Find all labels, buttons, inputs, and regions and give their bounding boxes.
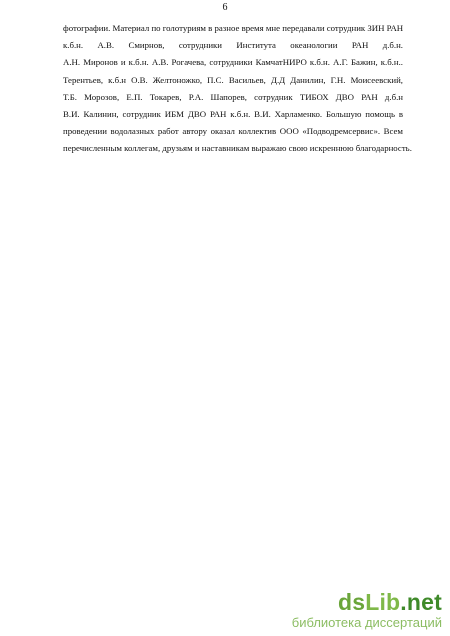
body-paragraph — [63, 20, 412, 158]
text-line: к.б.н. А.В. Смирнов, сотрудники Института океанологии РАН д.б.н. — [63, 40, 403, 51]
text-line: А.Н. Миронов и к.б.н. А.В. Рогачева, сотрудники КамчатНИРО к.б.н. А.Г. Бажин, к.б.н.. — [63, 57, 403, 68]
logo-ds: ds — [337, 589, 366, 615]
dslib-watermark — [292, 590, 442, 630]
text-line: Т.Б. Морозов, Е.П. Токарев, Р.А. Шапорев, сотрудник ТИБОХ ДВО РАН д.б.н — [63, 91, 403, 102]
text-line: Терентьев, к.б.н О.В. Желтоножко, П.С. Васильев, Д.Д Данилин, Г.Н. Моисеевский, — [63, 74, 403, 85]
text-line: перечисленным коллегам, друзьям и наставникам выражаю свою искреннюю благодарность. — [63, 143, 412, 154]
page-number: 6 — [222, 2, 228, 13]
watermark-tagline: библиотека диссертаций — [291, 615, 442, 630]
text-line: фотографии. Материал по голотуриям в разное время мне передавали сотрудник ЗИН РАН — [63, 23, 404, 33]
logo-lib: Lib — [365, 589, 401, 615]
dslib-logo — [292, 590, 442, 614]
text-line: В.И. Калинин, сотрудник ИБМ ДВО РАН к.б.н. В.И. Харламенко. Большую помощь в — [63, 108, 403, 119]
text-line: проведении водолазных работ автору оказал коллектив ООО «Подводремсервис». Всем — [63, 126, 403, 137]
logo-net: .net — [400, 589, 442, 615]
